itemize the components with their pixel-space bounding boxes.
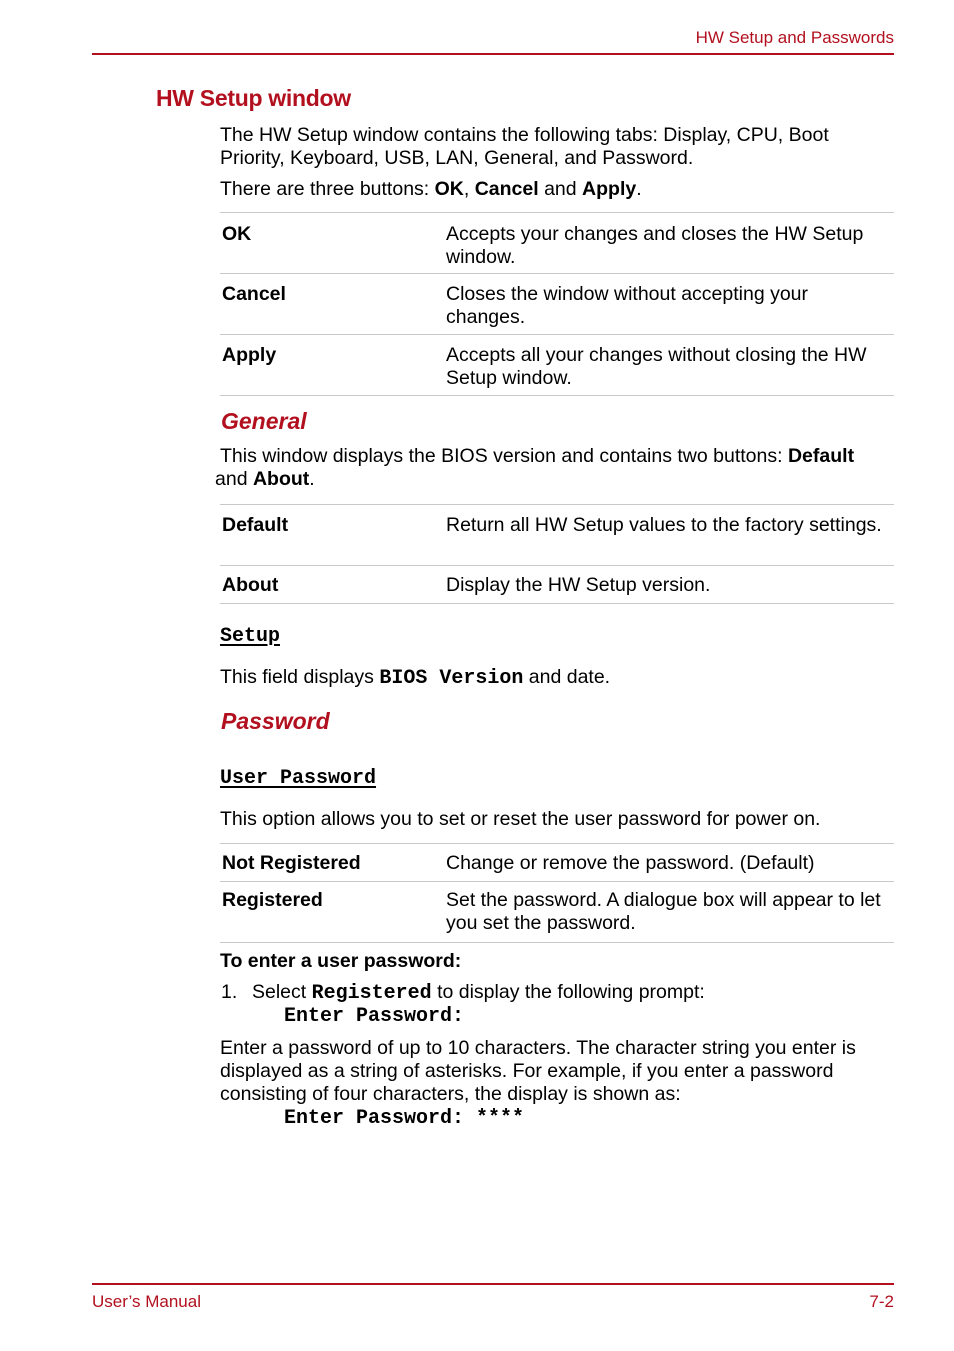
setup-text-a: This field displays: [220, 666, 380, 688]
step-text-b: to display the following prompt:: [431, 981, 705, 1003]
setup-text: [220, 666, 894, 690]
general-buttons-table: [220, 504, 894, 604]
procedure-title: To enter a user password:: [220, 950, 462, 972]
about-term: About: [252, 468, 310, 490]
table-row: [220, 566, 894, 604]
step-text-a: Select: [252, 981, 312, 1003]
registered-code: Registered: [311, 982, 432, 1005]
desc-cell: Accepts all your changes without closing the HW Setup window.: [445, 335, 894, 396]
footer-rule: [92, 1283, 894, 1285]
running-header: HW Setup and Passwords: [695, 28, 894, 47]
term-cell: Registered: [220, 882, 445, 943]
user-password-table: [220, 843, 894, 943]
setup-text-b: and date.: [523, 666, 611, 688]
sentence-end: .: [309, 468, 315, 490]
ok-term: OK: [434, 178, 464, 200]
subheading-setup: Setup: [220, 625, 281, 648]
header-rule: [92, 53, 894, 55]
sentence-end: .: [636, 178, 642, 200]
separator: and: [538, 178, 583, 200]
password-explanation: Enter a password of up to 10 characters. The character string you enter is displayed as a string of asterisks. For example, if you enter a password consisting of four characters, the display is shown as:: [220, 1037, 856, 1105]
default-term: Default: [787, 445, 855, 467]
desc-cell: Accepts your changes and closes the HW Setup window.: [445, 213, 894, 274]
bios-version-code: BIOS Version: [379, 667, 524, 690]
general-intro-text: This window displays the BIOS version and contains two buttons:: [220, 445, 788, 467]
term-cell: Cancel: [220, 274, 445, 335]
section-heading-general: General: [221, 408, 307, 434]
section-heading-hw-setup: HW Setup window: [156, 85, 351, 111]
general-intro: [215, 445, 894, 491]
hw-setup-buttons-sentence: [220, 178, 894, 201]
separator: ,: [463, 178, 475, 200]
user-password-intro: This option allows you to set or reset the user password for power on.: [220, 808, 821, 830]
hw-setup-intro: The HW Setup window contains the following tabs: Display, CPU, Boot Priority, Keyboard, USB, LAN, General, and Password.: [220, 124, 829, 169]
desc-cell: Closes the window without accepting your changes.: [445, 274, 894, 335]
desc-cell: Change or remove the password. (Default): [445, 844, 894, 882]
subheading-user-password: User Password: [220, 767, 377, 790]
step-number: 1.: [221, 981, 238, 1003]
footer-manual-title: User’s Manual: [92, 1292, 201, 1311]
table-row: [220, 882, 894, 943]
table-row: [220, 213, 894, 274]
step-text: [252, 981, 705, 1005]
section-heading-password: Password: [221, 708, 330, 734]
term-cell: Not Registered: [220, 844, 445, 882]
desc-cell: Display the HW Setup version.: [445, 566, 894, 604]
desc-cell: Set the password. A dialogue box will appear to let you set the password.: [445, 882, 894, 943]
prompt-enter-password: Enter Password:: [284, 1005, 465, 1028]
table-row: [220, 505, 894, 566]
buttons-prefix: There are three buttons:: [220, 178, 435, 200]
cancel-term: Cancel: [474, 178, 539, 200]
term-cell: Apply: [220, 335, 445, 396]
desc-cell: Return all HW Setup values to the factory settings.: [445, 505, 894, 566]
table-row: [220, 335, 894, 396]
page-number: 7-2: [869, 1292, 894, 1311]
prompt-enter-password-masked: Enter Password: ****: [284, 1107, 525, 1130]
hw-setup-buttons-table: [220, 212, 894, 396]
table-row: [220, 844, 894, 882]
apply-term: Apply: [582, 178, 637, 200]
term-cell: About: [220, 566, 445, 604]
term-cell: Default: [220, 505, 445, 566]
table-row: [220, 274, 894, 335]
term-cell: OK: [220, 213, 445, 274]
conjunction: and: [215, 468, 253, 490]
